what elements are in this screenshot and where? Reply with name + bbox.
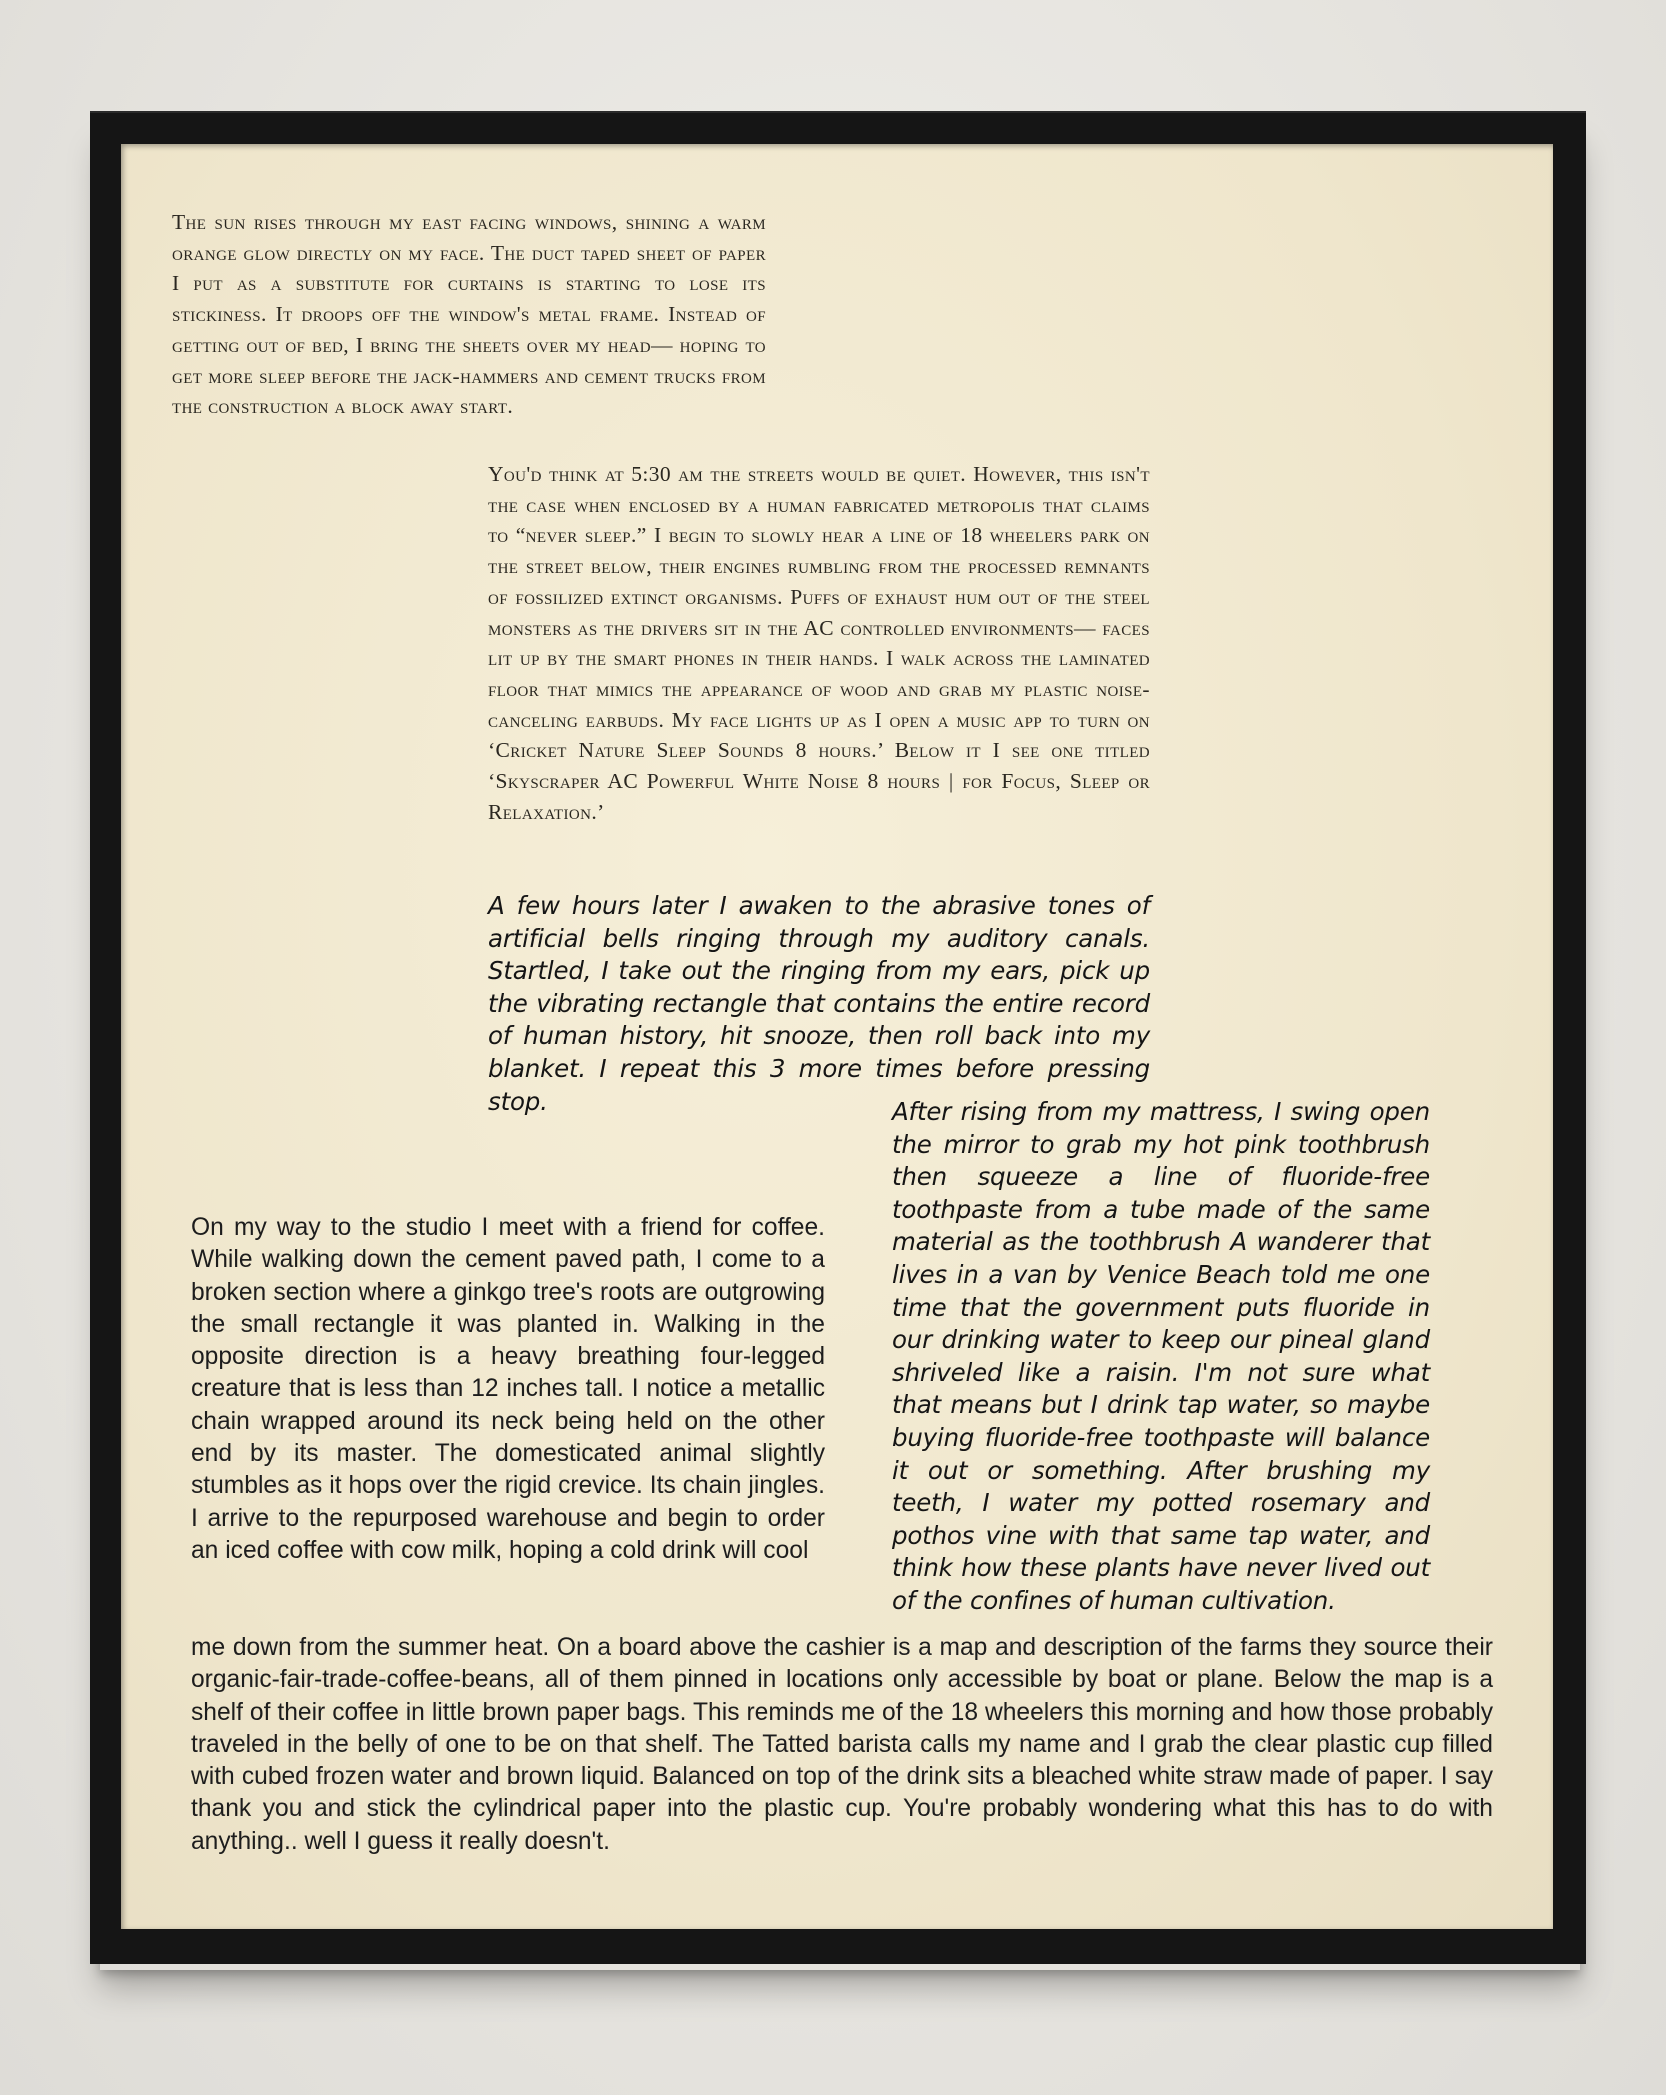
text-block-sunrise: The sun rises through my east facing windows, shining a warm orange glow directly on my face. The duct taped sheet of paper I put as a substitute for curtains is starting to lose its stickiness. It droops off the window's metal frame. Instead of getting out of bed, I bring the sheets over my head— hoping to get more sleep before the jack-hammers and cement trucks from the construction a block away start. [172, 210, 766, 419]
text-block-walk: On my way to the studio I meet with a friend for coffee. While walking down the cement paved path, I come to a broken section where a ginkgo tree's roots are outgrowing the small rectangle it was planted in. Walking in the opposite direction is a heavy breathing four-legged creature that is less than 12 inches tall. I notice a metallic chain wrapped around its neck being held on the other end by its master. The domesticated animal slightly stumbles as it hops over the rigid crevice. Its chain jingles. I arrive to the repurposed warehouse and begin to order an iced coffee with cow milk, hoping a cold drink will cool [191, 1214, 825, 1564]
text-block-toothbrush: After rising from my mattress, I swing open the mirror to grab my hot pink toothbrush then squeeze a line of fluoride-free toothpaste from a tube made of the same material as the toothbrush A wanderer that lives in a van by Venice Beach told me one time that the government puts fluoride in our drinking water to keep our pineal gland shriveled like a raisin. I'm not sure what that means but I drink tap water, so maybe buying fluoride-free toothpaste will balance it out or something. After brushing my teeth, I water my potted rosemary and pothos vine with that same tap water, and think how these plants have never lived out of the confines of human cultivation. [892, 1097, 1430, 1615]
text-block-alarm: A few hours later I awaken to the abrasive tones of artificial bells ringing through my auditory canals. Startled, I take out the ringing from my ears, pick up the vibrating rectangle that contains the entire record of human history, hit snooze, then roll back into my blanket. I repeat this 3 more times before pressing stop. [488, 891, 1150, 1116]
text-block-coffee: me down from the summer heat. On a board above the cashier is a map and description of the farms they source their organic-fair-trade-coffee-beans, all of them pinned in locations only accessible by boat or plane. Below the map is a shelf of their coffee in little brown paper bags. This reminds me of the 18 wheelers this morning and how those probably traveled in the belly of one to be on that shelf. The Tatted barista calls my name and I grab the clear plastic cup filled with cubed frozen water and brown liquid. Balanced on top of the drink sits a bleached white straw made of paper. I say thank you and stick the cylindrical paper into the plastic cup. You're probably wondering what this has to do with anything.. well I guess it really doesn't. [191, 1634, 1493, 1855]
text-block-streets: You'd think at 5:30 am the streets would be quiet. However, this isn't the case when enclosed by a human fabricated metropolis that claims to “never sleep.” I begin to slowly hear a line of 18 wheelers park on the street below, their engines rumbling from the processed remnants of fossilized extinct organisms. Puffs of exhaust hum out of the steel monsters as the drivers sit in the AC controlled environments— faces lit up by the smart phones in their hands. I walk across the laminated floor that mimics the appearance of wood and grab my plastic noise-canceling earbuds. My face lights up as I open a music app to turn on ‘Cricket Nature Sleep Sounds 8 hours.’ Below it I see one titled ‘Skyscraper AC Powerful White Noise 8 hours | for Focus, Sleep or Relaxation.’ [488, 462, 1150, 824]
